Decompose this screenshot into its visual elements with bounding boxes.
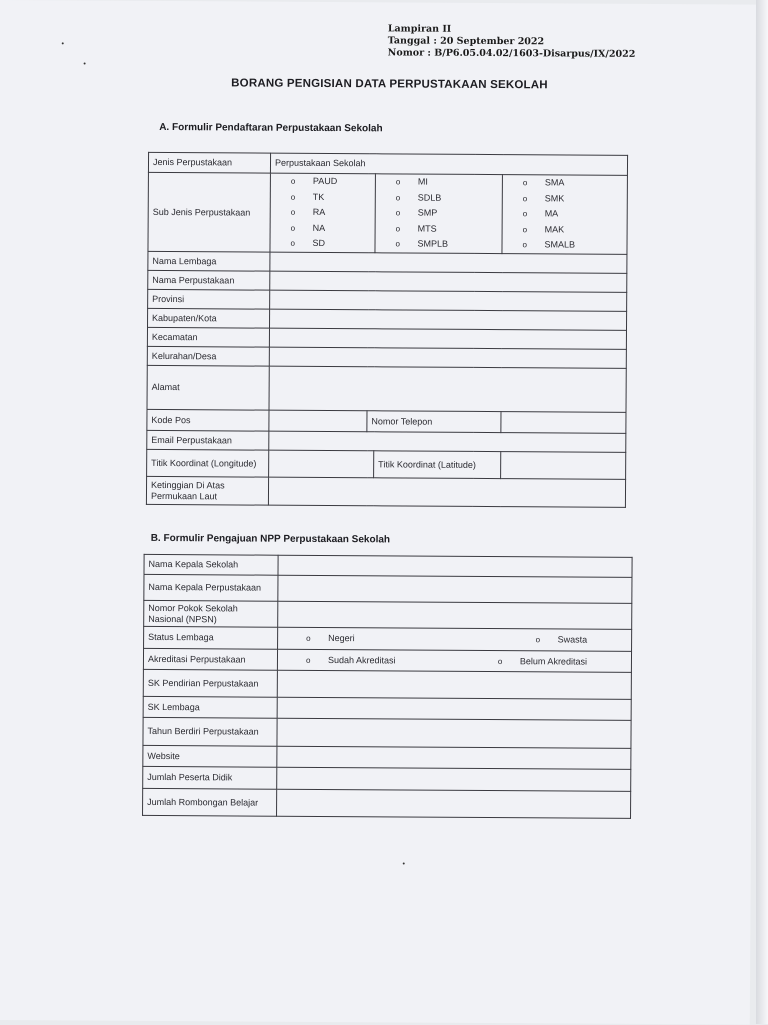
latitude-label: Titik Koordinat (Latitude) bbox=[374, 451, 501, 479]
option-ra[interactable]: o RA bbox=[291, 205, 375, 221]
nomor-telepon-field[interactable] bbox=[501, 412, 626, 434]
jumlah-peserta-field[interactable] bbox=[277, 767, 631, 791]
email-label: Email Perpustakaan bbox=[147, 430, 269, 450]
radio-bullet-icon: o bbox=[395, 208, 401, 218]
table-row bbox=[144, 600, 632, 629]
kabupaten-label: Kabupaten/Kota bbox=[148, 308, 270, 328]
nama-perpustakaan-label: Nama Perpustakaan bbox=[148, 270, 270, 290]
akreditasi-sudah-option[interactable]: o Sudah Akreditasi bbox=[305, 654, 396, 665]
radio-bullet-icon: o bbox=[522, 240, 527, 250]
jumlah-peserta-label: Jumlah Peserta Didik bbox=[143, 766, 277, 789]
option-sdlb[interactable]: o SDLB bbox=[396, 190, 502, 206]
nama-kepala-sekolah-label: Nama Kepala Sekolah bbox=[144, 554, 278, 575]
radio-bullet-icon: o bbox=[395, 193, 401, 203]
table-row bbox=[147, 449, 626, 479]
option-tk[interactable]: o TK bbox=[291, 189, 375, 205]
radio-bullet-icon: o bbox=[522, 193, 528, 203]
radio-bullet-icon: o bbox=[290, 223, 296, 233]
radio-bullet-icon: o bbox=[522, 178, 528, 188]
provinsi-label: Provinsi bbox=[148, 289, 270, 309]
table-row bbox=[143, 696, 631, 720]
nomor-line: Nomor : B/P6.05.04.02/1603-Disarpus/IX/2022 bbox=[387, 47, 636, 60]
table-row bbox=[144, 574, 632, 603]
section-b-table bbox=[142, 554, 633, 819]
radio-bullet-icon: o bbox=[522, 209, 528, 219]
table-row bbox=[143, 788, 631, 818]
section-a-heading: A. Formulir Pendaftaran Perpustakaan Sekolah bbox=[159, 121, 383, 135]
alamat-field[interactable] bbox=[269, 366, 626, 412]
kecamatan-field[interactable] bbox=[269, 328, 626, 349]
radio-bullet-icon: o bbox=[395, 239, 400, 249]
option-smplb[interactable]: o SMPLB bbox=[395, 237, 501, 253]
kode-pos-label: Kode Pos bbox=[147, 409, 269, 431]
sub-jenis-options-col2 bbox=[375, 174, 502, 254]
nama-kepala-sekolah-field[interactable] bbox=[278, 555, 632, 577]
kode-pos-field[interactable] bbox=[269, 410, 367, 432]
radio-bullet-icon: o bbox=[290, 239, 295, 249]
email-field[interactable] bbox=[269, 431, 626, 452]
npsn-label: Nomor Pokok Sekolah Nasional (NPSN) bbox=[144, 600, 278, 627]
tahun-berdiri-label: Tahun Berdiri Perpustakaan bbox=[143, 717, 277, 746]
status-lembaga-options bbox=[278, 627, 632, 651]
document-title: BORANG PENGISIAN DATA PERPUSTAKAAN SEKOLAH bbox=[231, 77, 548, 92]
sk-pendirian-label: SK Pendirian Perpustakaan bbox=[143, 669, 277, 697]
table-row bbox=[143, 669, 631, 699]
website-label: Website bbox=[143, 745, 277, 767]
alamat-label: Alamat bbox=[147, 365, 269, 410]
akreditasi-options bbox=[277, 649, 631, 672]
sub-jenis-options-col1 bbox=[270, 173, 375, 253]
jenis-perpustakaan-label: Jenis Perpustakaan bbox=[148, 152, 270, 173]
longitude-field[interactable] bbox=[269, 450, 374, 478]
option-sd[interactable]: o SD bbox=[290, 236, 374, 252]
akreditasi-belum-option[interactable]: o Belum Akreditasi bbox=[497, 655, 588, 667]
option-mts[interactable]: o MTS bbox=[396, 221, 502, 237]
document-reference bbox=[388, 23, 636, 61]
kelurahan-field[interactable] bbox=[269, 347, 626, 368]
status-lembaga-label: Status Lembaga bbox=[144, 626, 278, 649]
table-row bbox=[143, 745, 631, 769]
kecamatan-label: Kecamatan bbox=[147, 327, 269, 347]
radio-bullet-icon: o bbox=[306, 633, 311, 643]
ketinggian-field[interactable] bbox=[268, 477, 625, 507]
tanggal-line: Tanggal : 20 September 2022 bbox=[387, 35, 545, 48]
kelurahan-label: Kelurahan/Desa bbox=[147, 346, 269, 366]
provinsi-field[interactable] bbox=[270, 290, 627, 311]
option-paud[interactable]: o PAUD bbox=[291, 174, 375, 190]
jumlah-rombongan-field[interactable] bbox=[277, 789, 631, 818]
scan-speck bbox=[84, 63, 86, 65]
radio-bullet-icon: o bbox=[305, 655, 311, 665]
jumlah-rombongan-label: Jumlah Rombongan Belajar bbox=[143, 788, 277, 816]
table-row bbox=[146, 476, 625, 507]
table-row bbox=[144, 626, 632, 651]
table-row bbox=[143, 717, 631, 748]
status-negeri-option[interactable]: o Negeri bbox=[306, 633, 355, 644]
lampiran-line: Lampiran II bbox=[387, 23, 452, 35]
radio-bullet-icon: o bbox=[290, 207, 296, 218]
option-smk[interactable]: o SMK bbox=[523, 191, 627, 207]
nama-kepala-perpustakaan-label: Nama Kepala Perpustakaan bbox=[144, 574, 278, 601]
akreditasi-label: Akreditasi Perpustakaan bbox=[143, 648, 277, 670]
sk-lembaga-field[interactable] bbox=[277, 697, 631, 720]
table-row bbox=[147, 409, 626, 433]
website-field[interactable] bbox=[277, 746, 631, 769]
sub-jenis-label: Sub Jenis Perpustakaan bbox=[148, 172, 270, 252]
nama-perpustakaan-field[interactable] bbox=[270, 271, 627, 292]
nama-lembaga-label: Nama Lembaga bbox=[148, 251, 270, 271]
radio-bullet-icon: o bbox=[395, 224, 401, 234]
tahun-berdiri-field[interactable] bbox=[277, 718, 631, 748]
option-ma[interactable]: o MA bbox=[523, 206, 627, 222]
option-sma[interactable]: o SMA bbox=[523, 175, 627, 191]
table-row bbox=[143, 766, 631, 791]
sub-jenis-options-col3 bbox=[502, 175, 628, 255]
radio-bullet-icon: o bbox=[535, 635, 541, 645]
paper-edge-shadow bbox=[756, 0, 768, 1024]
radio-bullet-icon: o bbox=[497, 656, 503, 666]
radio-bullet-icon: o bbox=[290, 176, 296, 186]
sk-lembaga-label: SK Lembaga bbox=[143, 696, 277, 718]
table-row bbox=[148, 172, 628, 254]
scan-speck bbox=[403, 862, 405, 864]
option-mi[interactable]: o MI bbox=[396, 174, 502, 190]
option-smalb[interactable]: o SMALB bbox=[522, 238, 626, 254]
npsn-field[interactable] bbox=[278, 601, 632, 629]
option-na[interactable]: o NA bbox=[291, 221, 375, 237]
status-swasta-option[interactable]: o Swasta bbox=[535, 634, 588, 645]
option-smp[interactable]: o SMP bbox=[396, 206, 502, 222]
radio-bullet-icon: o bbox=[522, 224, 528, 235]
nomor-telepon-label: Nomor Telepon bbox=[367, 411, 501, 433]
section-a-table bbox=[146, 152, 628, 508]
scan-speck bbox=[62, 42, 64, 44]
table-row bbox=[143, 648, 631, 672]
section-b-heading: B. Formulir Pengajuan NPP Perpustakaan Sekolah bbox=[150, 532, 391, 546]
radio-bullet-icon: o bbox=[290, 192, 296, 202]
kabupaten-field[interactable] bbox=[270, 309, 627, 330]
nama-kepala-perpustakaan-field[interactable] bbox=[278, 575, 632, 603]
longitude-label: Titik Koordinat (Longitude) bbox=[147, 449, 269, 477]
jenis-perpustakaan-value: Perpustakaan Sekolah bbox=[270, 153, 627, 175]
table-row bbox=[147, 365, 626, 412]
radio-bullet-icon: o bbox=[395, 177, 401, 187]
latitude-field[interactable] bbox=[501, 452, 626, 480]
option-mak[interactable]: o MAK bbox=[523, 222, 627, 238]
nama-lembaga-field[interactable] bbox=[270, 252, 627, 273]
sk-pendirian-field[interactable] bbox=[277, 670, 631, 699]
ketinggian-label: Ketinggian Di Atas Permukaan Laut bbox=[146, 476, 268, 505]
